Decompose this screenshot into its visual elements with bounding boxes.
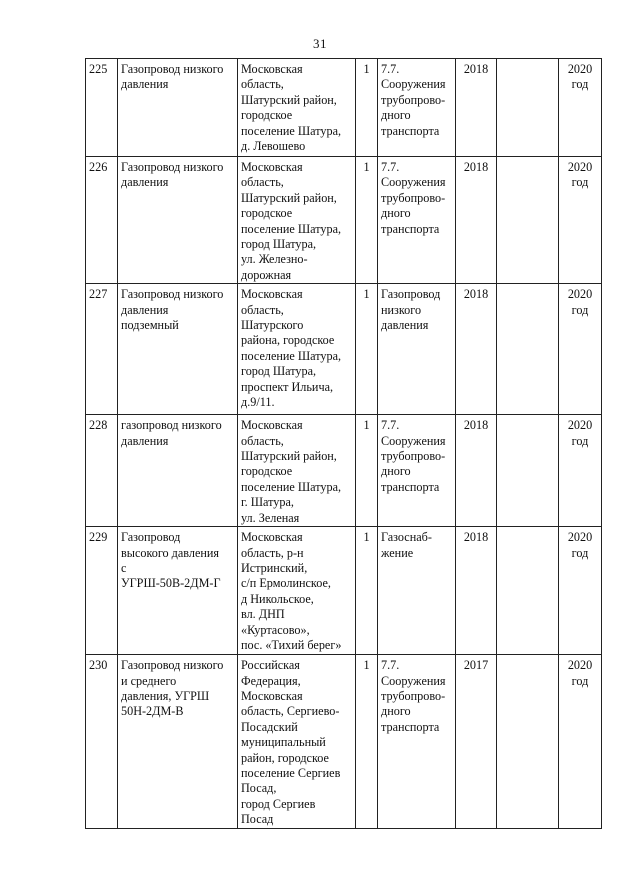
object-purpose: 7.7. Сооружения трубопрово- дного транспорта	[378, 655, 456, 828]
object-address: Московская область, Шатурский район, городское поселение Шатура, г. Шатура, ул. Зеленая	[238, 415, 356, 527]
object-purpose: 7.7. Сооружения трубопрово- дного транспорта	[378, 59, 456, 157]
row-number: 227	[86, 284, 118, 415]
object-year: 2018	[456, 284, 497, 415]
object-address: Московская область, р-н Истринский, с/п Ермолинское, д Никольское, вл. ДНП «Куртасово», пос. «Тихий берег»	[238, 527, 356, 655]
empty-cell	[497, 284, 559, 415]
object-quantity: 1	[356, 655, 378, 828]
object-quantity: 1	[356, 415, 378, 527]
empty-cell	[497, 157, 559, 284]
table-row	[86, 59, 602, 157]
object-purpose: 7.7. Сооружения трубопрово- дного транспорта	[378, 415, 456, 527]
object-year: 2017	[456, 655, 497, 828]
table-row	[86, 157, 602, 284]
row-number: 230	[86, 655, 118, 828]
object-purpose: Газоснаб- жение	[378, 527, 456, 655]
row-number: 229	[86, 527, 118, 655]
object-term: 2020 год	[559, 655, 602, 828]
object-year: 2018	[456, 415, 497, 527]
row-number: 228	[86, 415, 118, 527]
object-name: Газопровод низкого давления	[118, 59, 238, 157]
object-quantity: 1	[356, 284, 378, 415]
object-name: газопровод низкого давления	[118, 415, 238, 527]
object-address: Российская Федерация, Московская область, Сергиево- Посадский муниципальный район, городское поселение Сергиев Посад, город Сергиев Посад	[238, 655, 356, 828]
object-term: 2020 год	[559, 415, 602, 527]
registry-table	[85, 58, 602, 829]
object-term: 2020 год	[559, 59, 602, 157]
object-purpose: 7.7. Сооружения трубопрово- дного транспорта	[378, 157, 456, 284]
object-name: Газопровод низкого давления	[118, 157, 238, 284]
row-number: 226	[86, 157, 118, 284]
object-name: Газопровод высокого давления с УГРШ-50В-2ДМ-Г	[118, 527, 238, 655]
object-term: 2020 год	[559, 284, 602, 415]
object-year: 2018	[456, 157, 497, 284]
object-name: Газопровод низкого и среднего давления, УГРШ 50Н-2ДМ-В	[118, 655, 238, 828]
object-address: Московская область, Шатурский район, городское поселение Шатура, город Шатура, ул. Железно- дорожная	[238, 157, 356, 284]
object-quantity: 1	[356, 527, 378, 655]
object-address: Московская область, Шатурского района, городское поселение Шатура, город Шатура, проспект Ильича, д.9/11.	[238, 284, 356, 415]
table-row	[86, 415, 602, 527]
object-quantity: 1	[356, 157, 378, 284]
object-quantity: 1	[356, 59, 378, 157]
row-number: 225	[86, 59, 118, 157]
object-term: 2020 год	[559, 527, 602, 655]
object-purpose: Газопровод низкого давления	[378, 284, 456, 415]
empty-cell	[497, 59, 559, 157]
page-number: 31	[313, 36, 327, 51]
object-address: Московская область, Шатурский район, городское поселение Шатура, д. Левошево	[238, 59, 356, 157]
table-row	[86, 284, 602, 415]
table-row	[86, 527, 602, 655]
empty-cell	[497, 527, 559, 655]
object-term: 2020 год	[559, 157, 602, 284]
table-row	[86, 655, 602, 828]
empty-cell	[497, 655, 559, 828]
object-name: Газопровод низкого давления подземный	[118, 284, 238, 415]
empty-cell	[497, 415, 559, 527]
object-year: 2018	[456, 527, 497, 655]
object-year: 2018	[456, 59, 497, 157]
